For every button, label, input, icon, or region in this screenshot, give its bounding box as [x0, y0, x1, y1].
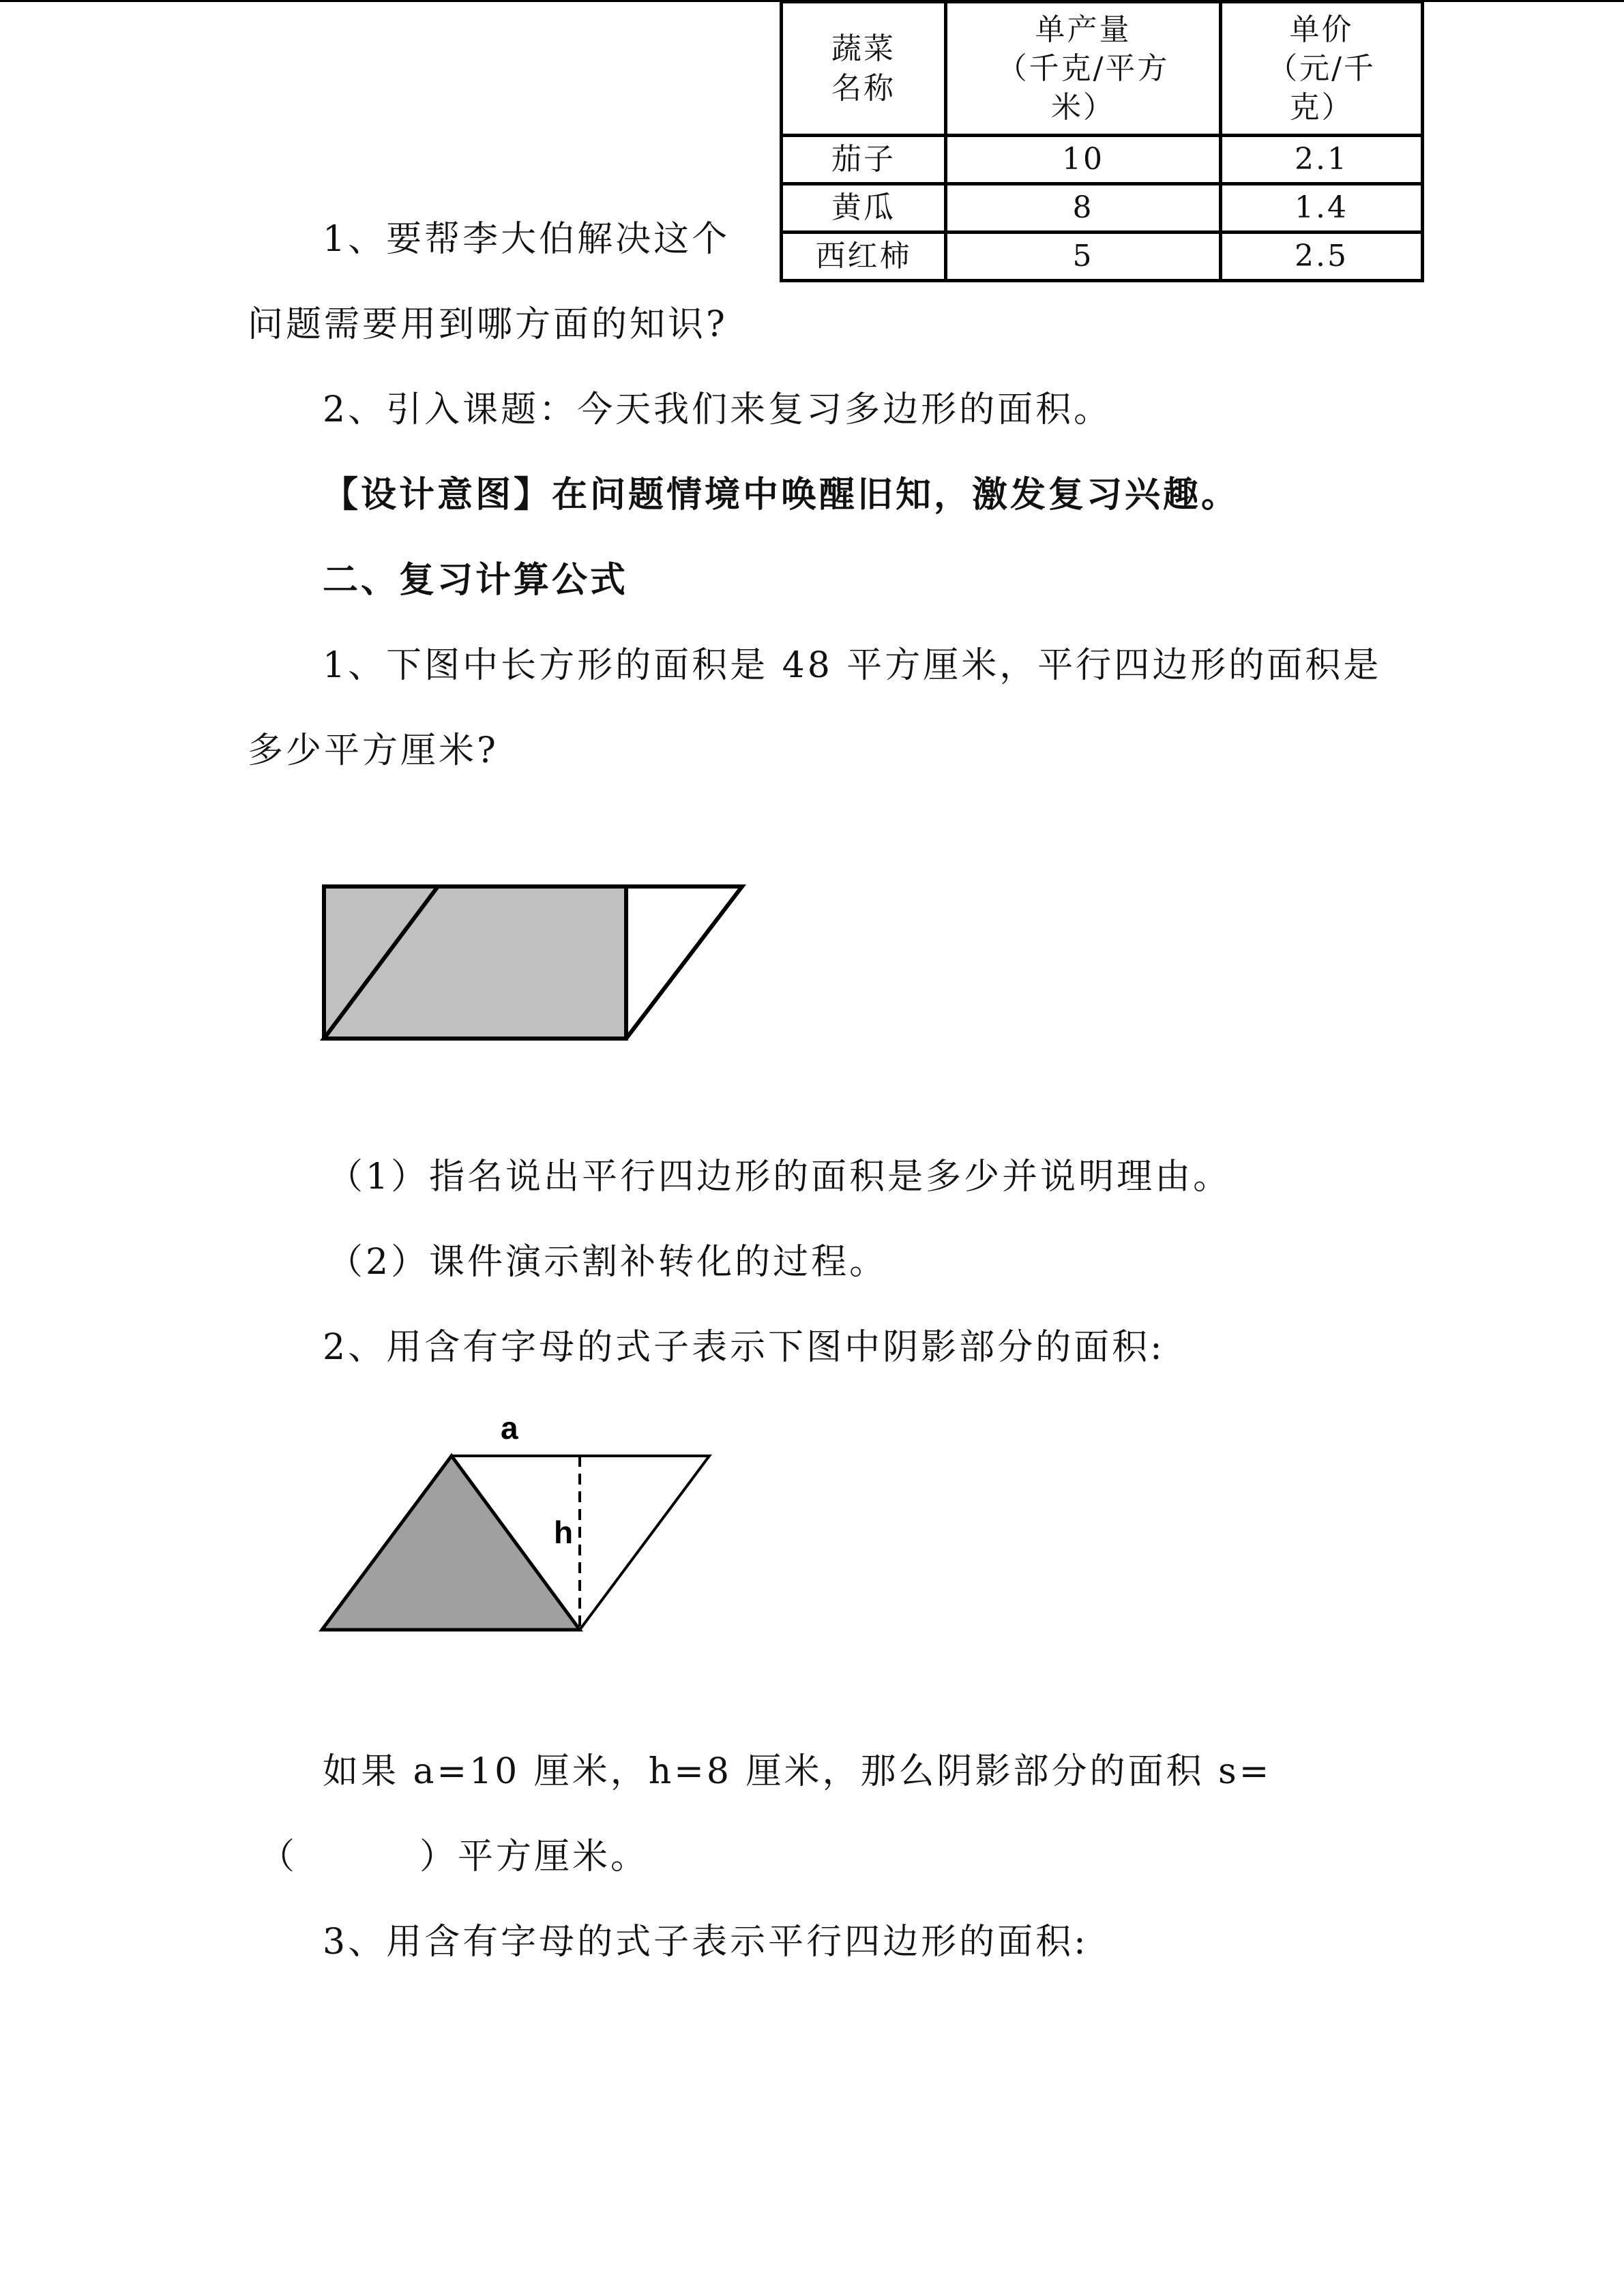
table-row	[782, 184, 1423, 233]
shaded-triangle	[322, 1456, 580, 1630]
header-line: 米）	[1051, 90, 1115, 125]
table-cell: 1.4	[1221, 184, 1423, 233]
header-vegetable-name	[782, 2, 946, 136]
question-1-line-1: 1、要帮李大伯解决这个	[323, 219, 730, 260]
table-cell: 黄瓜	[782, 184, 946, 233]
subquestion-1: （1）指名说出平行四边形的面积是多少并说明理由。	[327, 1157, 1232, 1197]
label-a: a	[501, 1410, 518, 1446]
header-unit-price	[1221, 2, 1423, 136]
answer-blank-close: ）平方厘米。	[419, 1836, 649, 1877]
design-intent: 【设计意图】在问题情境中唤醒旧知，激发复习兴趣。	[323, 474, 1240, 516]
table-row	[782, 233, 1423, 281]
section-2-title: 二、复习计算公式	[323, 559, 629, 601]
rectangle-parallelogram-figure	[315, 878, 752, 1042]
problem-1-line-1: 1、下图中长方形的面积是 48 平方厘米，平行四边形的面积是	[323, 645, 1382, 686]
table-cell: 西红柿	[782, 233, 946, 281]
header-line: （元/千	[1267, 50, 1376, 86]
table-cell: 5	[946, 233, 1221, 281]
table-header-row	[782, 2, 1423, 136]
table-cell: 8	[946, 184, 1221, 233]
problem-2: 2、用含有字母的式子表示下图中阴影部分的面积:	[323, 1327, 1165, 1368]
problem-1-line-2: 多少平方厘米?	[248, 730, 499, 771]
table-cell: 10	[946, 136, 1221, 184]
subquestion-2: （2）课件演示割补转化的过程。	[327, 1242, 888, 1283]
header-line: 克）	[1289, 90, 1354, 125]
label-h: h	[554, 1515, 574, 1550]
table-cell: 茄子	[782, 136, 946, 184]
header-line: 单价	[1289, 12, 1354, 47]
table-cell: 2.5	[1221, 233, 1423, 281]
header-unit-yield	[946, 2, 1221, 136]
header-line: 名称	[831, 70, 896, 106]
table-row	[782, 136, 1423, 184]
header-line: （千克/平方	[996, 50, 1170, 86]
table-cell: 2.1	[1221, 136, 1423, 184]
problem-3: 3、用含有字母的式子表示平行四边形的面积:	[323, 1922, 1089, 1963]
header-line: 单产量	[1035, 12, 1132, 47]
header-line: 蔬菜	[831, 31, 896, 67]
topic-intro: 2、引入课题：今天我们来复习多边形的面积。	[323, 389, 1112, 430]
answer-blank-open: （	[259, 1836, 298, 1877]
vegetable-table	[780, 0, 1424, 282]
problem-2-condition-line-1: 如果 a=10 厘米，h=8 厘米，那么阴影部分的面积 s=	[323, 1751, 1272, 1792]
triangle-parallelogram-figure	[315, 1405, 724, 1637]
question-1-line-2: 问题需要用到哪方面的知识?	[248, 304, 728, 345]
shaded-rectangle	[324, 886, 626, 1039]
